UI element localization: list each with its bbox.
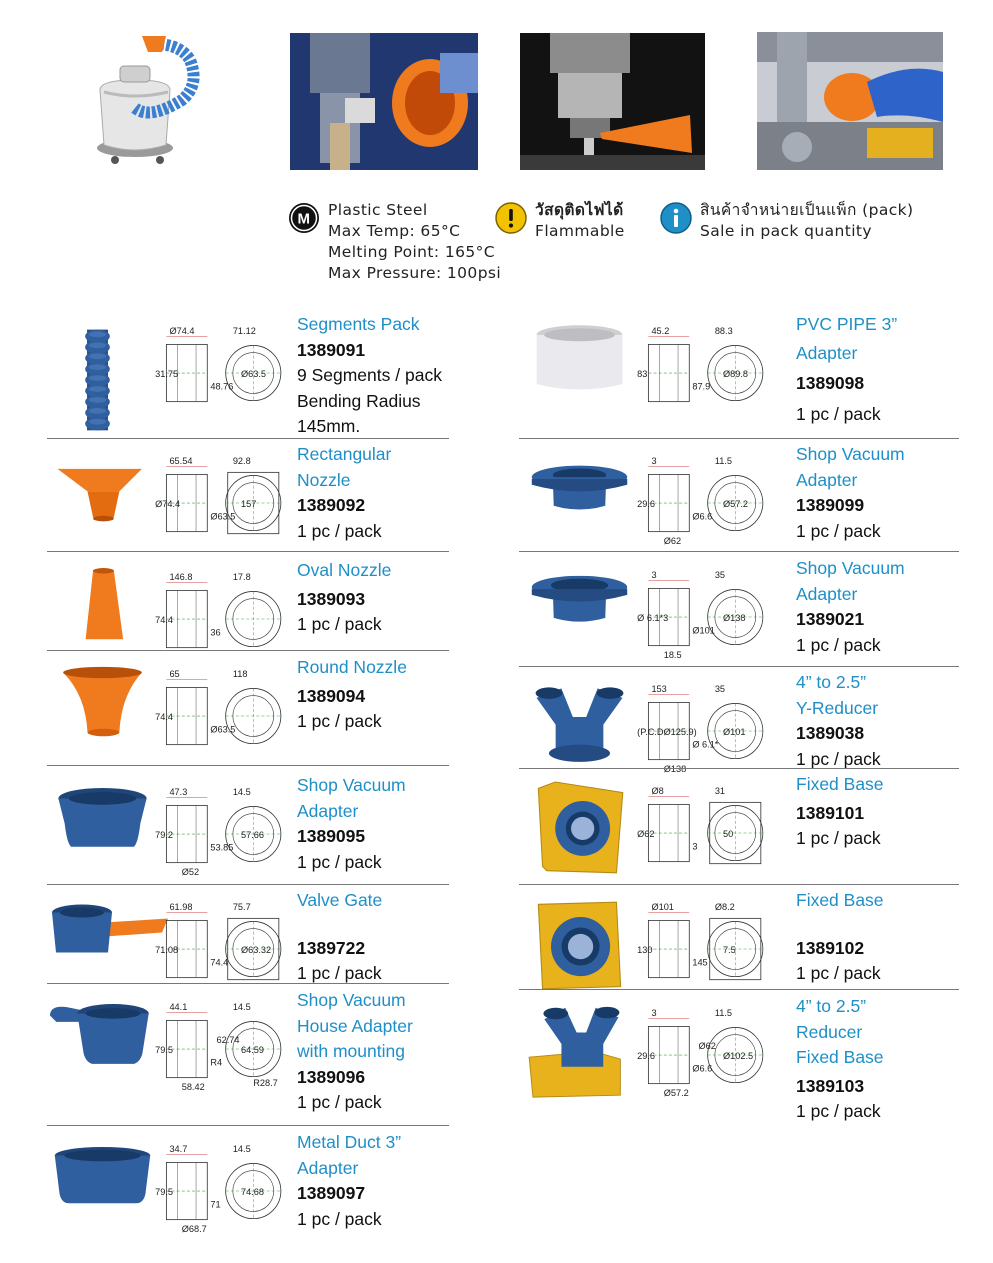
dimension-label: 157 [241,499,257,510]
dimension-label: 44.1 [169,1002,188,1013]
dimension-label: 31 [714,786,726,797]
product-code: 1389093 [297,588,366,609]
dimension-drawing [150,326,285,418]
product-code: 1389097 [297,1183,366,1203]
dimension-label: 87.9 [692,381,711,392]
dimension-label: 88.3 [714,326,733,337]
product-photo [527,322,632,397]
product-name: Reducer [796,1021,863,1042]
dimension-label: Ø62 [698,1040,716,1051]
dimension-label: 35 [714,684,726,695]
product-text [297,655,407,735]
dimension-label: Ø63.5 [210,724,236,735]
product-photo [527,566,632,641]
product-text [796,994,884,1125]
dimension-label: 62.74 [216,1034,240,1045]
spec-max-pressure: Max Pressure: 100psi [328,264,502,282]
dimension-label: R28.7 [253,1077,278,1088]
dimension-label: 65 [169,669,180,680]
dimension-drawing [632,326,767,418]
product-name: Shop Vacuum [796,444,905,464]
spec-material: Plastic Steel [328,201,428,219]
dimension-label: 79.2 [155,830,174,841]
row-divider [47,765,449,766]
product-code: 1389021 [796,609,865,629]
product-name: PVC PIPE 3” [796,314,898,334]
dimension-label: 71 [210,1199,221,1210]
dimension-label: Ø101 [723,727,746,738]
product-info: 9 Segments / pack [297,365,442,385]
product-code: 1389722 [297,937,366,958]
product-info: 1 pc / pack [297,1208,382,1229]
dimension-label: 14.5 [232,787,251,798]
row-divider [47,1125,449,1126]
product-info: 1 pc / pack [796,963,881,983]
dimension-label: 65.54 [169,456,193,467]
dimension-drawing [632,1008,767,1100]
product-info: Bending Radius [297,390,421,411]
product-code: 1389038 [796,723,865,743]
dimension-label: Ø102.5 [723,1051,754,1062]
dimension-label: Ø138 [723,613,746,624]
dimension-label: Ø74.4 [155,499,181,510]
dimension-label: 17.8 [232,572,251,583]
dimension-label: 145 [692,957,708,968]
pack-english: Sale in pack quantity [700,222,872,240]
row-divider [519,551,959,552]
row-divider [519,438,959,439]
svg-text:M: M [297,210,311,228]
product-name: Oval Nozzle [297,560,392,580]
dimension-label: 146.8 [169,572,193,583]
m-badge-icon [288,202,320,234]
product-name: House Adapter [297,1015,413,1036]
product-code: 1389101 [796,802,865,823]
dimension-label: 3 [692,841,698,852]
product-info: 1 pc / pack [297,614,382,634]
product-code: 1389092 [297,495,366,515]
product-name: Fixed Base [796,774,884,794]
dimension-drawing [632,570,767,662]
product-text [796,888,884,987]
product-photo [50,452,155,527]
flammable-thai: วัสดุติดไฟได้ [535,201,624,219]
dimension-label: 61.98 [169,902,193,913]
product-info: 1 pc / pack [297,963,382,983]
row-divider [47,983,449,984]
dimension-label: 29.6 [637,1051,656,1062]
dimension-label: Ø101 [692,625,715,636]
dimension-label: 118 [232,669,248,680]
dimension-label: 83 [637,369,648,380]
row-divider [519,884,959,885]
dimension-label: R4 [210,1057,223,1068]
product-photo [527,1004,632,1099]
product-info: 1 pc / pack [297,520,382,541]
product-text [796,670,881,772]
dimension-label: 3 [651,456,657,467]
product-photo [50,998,155,1073]
dimension-label: Ø57.2 [723,499,749,510]
row-divider [47,884,449,885]
product-name: Adapter [796,583,858,604]
vise-round-nozzle-photo [757,32,943,170]
product-name: Y-Reducer [796,697,879,718]
dimension-label: Ø62 [663,535,682,546]
dimension-label: Ø74.4 [169,326,195,337]
dimension-label: 79.5 [155,1045,174,1056]
product-photo [50,783,155,858]
dimension-label: 79.5 [155,1187,174,1198]
dimension-label: Ø52 [181,866,200,877]
dimension-label: Ø63.32 [241,945,272,956]
product-name: Nozzle [297,469,351,490]
product-text [796,442,905,544]
product-info: 1 pc / pack [796,1101,881,1121]
dimension-label: 74.4 [155,615,174,626]
product-photo [527,680,632,775]
product-photo [50,665,155,740]
product-photo [50,322,145,437]
dimension-label: 48.76 [210,381,234,392]
product-name: Fixed Base [796,890,884,910]
dimension-label: 11.5 [714,1008,733,1019]
dimension-label: Ø57.2 [663,1087,689,1098]
product-text [297,312,442,440]
dimension-label: Ø8.2 [714,902,735,913]
dimension-label: 31.75 [155,369,179,380]
dimension-label: Ø63.5 [210,511,236,522]
product-photo [527,898,632,993]
product-name: Valve Gate [297,890,383,910]
dimension-label: 11.5 [714,456,733,467]
product-name: Rectangular [297,444,392,464]
product-text [297,988,413,1116]
product-info: 1 pc / pack [297,851,382,872]
dimension-label: Ø68.7 [181,1223,207,1234]
flammable-warning [535,200,625,242]
product-photo [50,1140,155,1215]
product-name: with mounting [297,1041,405,1061]
dimension-label: 130 [637,945,653,956]
dimension-drawing [150,1144,285,1236]
dimension-label: 57.66 [241,830,265,841]
product-name: Fixed Base [796,1047,884,1067]
product-info: 1 pc / pack [796,828,881,848]
product-text [297,888,382,987]
dimension-label: 47.3 [169,787,188,798]
dimension-label: 35 [714,570,726,581]
product-name: Adapter [796,342,858,363]
spec-max-temp: Max Temp: 65°C [328,222,461,240]
row-divider [47,650,449,651]
product-info: 1 pc / pack [796,520,881,541]
dimension-label: 74.68 [241,1187,265,1198]
product-code: 1389103 [796,1075,865,1096]
product-name: Adapter [796,469,858,490]
dimension-drawing [150,669,285,761]
row-divider [47,438,449,439]
pack-thai: สินค้าจำหน่ายเป็นแพ็ก (pack) [700,201,914,219]
product-info: 1 pc / pack [796,748,881,769]
dimension-label: 74.4 [155,712,174,723]
product-text [297,558,391,638]
dimension-label: Ø6.6 [692,1063,713,1074]
product-name: Adapter [297,800,359,821]
dimension-label: 71.08 [155,945,179,956]
material-spec-block [297,200,502,284]
dimension-label: 3 [651,570,657,581]
dimension-label: 75.7 [232,902,251,913]
product-photo [527,782,632,877]
product-text [297,442,391,544]
product-name: 4” to 2.5” [796,672,867,692]
dimension-drawing [632,786,767,878]
dimension-label: 3 [651,1008,657,1019]
product-text [796,772,884,852]
dimension-drawing [150,787,285,879]
product-name: Adapter [297,1157,359,1178]
product-info: 1 pc / pack [796,634,881,655]
dimension-label: 14.5 [232,1144,251,1155]
dimension-label: 36 [210,627,221,638]
flammable-english: Flammable [535,222,625,240]
dimension-label: 153 [651,684,667,695]
dimension-label: Ø63.5 [241,369,267,380]
dimension-label: 45.2 [651,326,670,337]
dimension-drawing [150,1002,285,1094]
product-text [297,1130,401,1232]
product-name: Segments Pack [297,314,420,334]
dimension-label: Ø101 [651,902,674,913]
product-name: Shop Vacuum [796,558,905,578]
product-text [297,773,406,875]
row-divider [519,666,959,667]
dimension-label: Ø 6.1* [692,739,719,750]
milling-rectangular-nozzle-photo [290,33,478,170]
product-info: 1 pc / pack [297,711,382,731]
product-code: 1389099 [796,495,865,515]
product-code: 1389102 [796,937,865,958]
dimension-label: 18.5 [663,649,682,660]
dimension-label: 34.7 [169,1144,188,1155]
pack-quantity-note [700,200,914,242]
product-info: 1 pc / pack [796,403,881,424]
dimension-drawing [632,684,767,776]
info-icon [660,202,692,234]
product-photo [50,568,155,643]
dimension-label: Ø8 [651,786,664,797]
product-text [796,556,905,658]
dimension-label: 7.5 [723,945,736,956]
dimension-label: Ø 6.1*3 [637,613,669,624]
row-divider [519,768,959,769]
product-info: 1 pc / pack [297,1092,382,1112]
product-photo [527,452,632,527]
product-code: 1389091 [297,339,366,360]
dimension-label: Ø6.6 [692,511,713,522]
dimension-label: 64.59 [241,1045,265,1056]
product-name: Shop Vacuum [297,775,406,795]
dimension-label: 53.85 [210,842,234,853]
product-code: 1389095 [297,826,366,846]
dimension-drawing [150,456,285,548]
product-name: 4” to 2.5” [796,996,867,1016]
product-name: Metal Duct 3” [297,1132,402,1152]
milling-oval-nozzle-photo [520,33,705,170]
dimension-drawing [632,902,767,994]
warning-icon [495,202,527,234]
product-code: 1389096 [297,1066,366,1087]
dimension-label: 58.42 [181,1081,205,1092]
row-divider [519,989,959,990]
dimension-drawing [150,902,285,994]
dimension-label: Ø89.8 [723,369,749,380]
product-text [796,312,897,427]
dimension-label: 29.6 [637,499,656,510]
product-code: 1389098 [796,373,865,393]
product-code: 1389094 [297,685,366,706]
spec-melting-point: Melting Point: 165°C [328,243,495,261]
dimension-label: 92.8 [232,456,251,467]
shop-vacuum-photo [90,30,215,170]
dimension-label: Ø62 [637,829,655,840]
dimension-label: 74.4 [210,957,229,968]
dimension-label: 50 [723,829,734,840]
product-name: Round Nozzle [297,657,407,677]
row-divider [47,551,449,552]
dimension-label: 14.5 [232,1002,251,1013]
product-info: 145mm. [297,416,361,436]
dimension-label: 71.12 [232,326,256,337]
dimension-label: (P.C.DØ125.9) [637,727,697,738]
product-name: Shop Vacuum [297,990,406,1010]
dimension-drawing [632,456,767,548]
